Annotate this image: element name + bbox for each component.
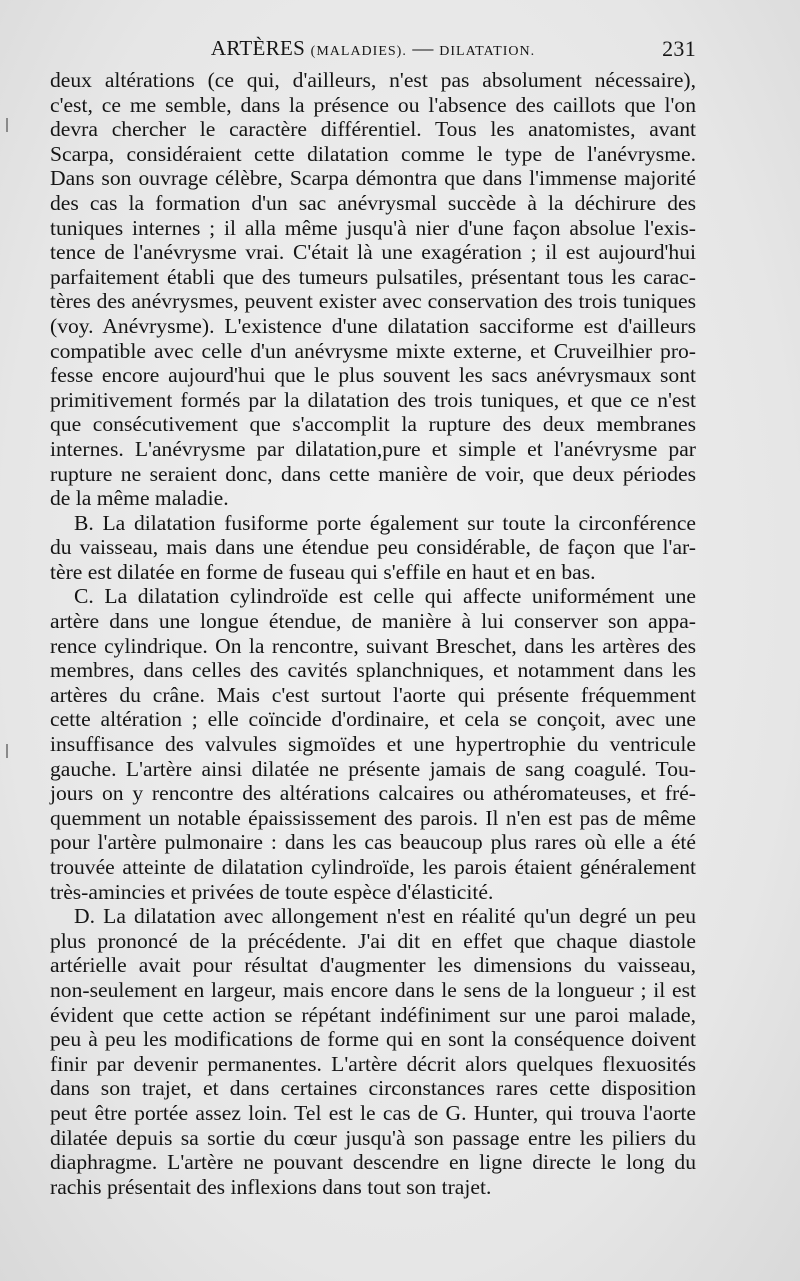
text-line: fesse encore aujourd'hui que le plus souvent les sacs anévrysmaux sont	[50, 363, 696, 388]
text-line: tère est dilatée en forme de fuseau qui s'effile en haut et en bas.	[50, 559, 596, 584]
text-line: du vaisseau, mais dans une étendue peu considérable, de façon que l'ar-	[50, 535, 696, 560]
text-line: rachis présentait des inflexions dans tout son trajet.	[50, 1174, 492, 1199]
text-line: parfaitement établi que des tumeurs pulsatiles, présentant tous les carac-	[50, 264, 696, 289]
text-line: primitivement formés par la dilatation des trois tuniques, et que ce n'est	[50, 387, 696, 412]
text-line: artères du crâne. Mais c'est surtout l'aorte qui présente fréquemment	[50, 682, 696, 707]
text-line: jours on y rencontre des altérations calcaires ou athéromateuses, et fré-	[50, 781, 696, 806]
page-header	[50, 36, 696, 64]
text-line: rence cylindrique. On la rencontre, suivant Breschet, dans les artères des	[50, 633, 696, 658]
paragraph-b-fusiform	[50, 511, 696, 585]
text-line: artérielle avait pour résultat d'augmenter les dimensions du vaisseau,	[50, 953, 696, 978]
text-line: compatible avec celle d'un anévrysme mixte externe, et Cruveilhier pro-	[50, 338, 696, 363]
text-line: B. La dilatation fusiforme porte également sur toute la circonférence	[74, 510, 696, 535]
text-line: devra chercher le caractère différentiel. Tous les anatomistes, avant	[50, 117, 696, 142]
text-line: peu à peu les modifications de forme qui en sont la conséquence doivent	[50, 1027, 696, 1052]
paragraph-continuation	[50, 68, 696, 511]
text-line: très-amincies et privées de toute espèce d'élasticité.	[50, 879, 494, 904]
text-line: c'est, ce me semble, dans la présence ou l'absence des caillots que l'on	[50, 92, 696, 117]
text-line: peut être portée assez loin. Tel est le cas de G. Hunter, qui trouva l'aorte	[50, 1100, 696, 1125]
margin-mark	[6, 744, 8, 758]
text-line: deux altérations (ce qui, d'ailleurs, n'est pas absolument nécessaire),	[50, 68, 696, 92]
text-line: D. La dilatation avec allongement n'est en réalité qu'un degré un peu	[74, 904, 696, 929]
running-head	[50, 36, 696, 61]
text-line: tères des anévrysmes, peuvent exister avec conservation des trois tuniques	[50, 289, 696, 314]
text-line: Dans son ouvrage célèbre, Scarpa démontra que dans l'immense majorité	[50, 166, 696, 191]
page-number: 231	[662, 36, 696, 61]
text-line: cette altération ; elle coïncide d'ordinaire, et cela se conçoit, avec une	[50, 707, 696, 732]
text-line: insuffisance des valvules sigmoïdes et une hypertrophie du ventricule	[50, 732, 696, 757]
text-line: finir par devenir permanentes. L'artère décrit alors quelques flexuosités	[50, 1051, 696, 1076]
text-line: que consécutivement que s'accomplit la rupture des deux membranes	[50, 412, 696, 437]
text-line: rupture ne seraient donc, dans cette manière de voir, que deux périodes	[50, 461, 696, 486]
running-head-main: ARTÈRES	[210, 36, 306, 60]
text-line: Scarpa, considéraient cette dilatation comme le type de l'anévrysme.	[50, 141, 696, 166]
text-line: internes. L'anévrysme par dilatation,pure et simple et l'anévrysme par	[50, 436, 696, 461]
margin-mark	[6, 118, 8, 132]
running-head-section: DILATATION.	[439, 44, 536, 59]
text-line: dilatée depuis sa sortie du cœur jusqu'à son passage entre les piliers du	[50, 1125, 696, 1150]
text-line: tence de l'anévrysme vrai. C'était là une exagération ; il est aujourd'hui	[50, 240, 696, 265]
text-line: artère dans une longue étendue, de manière à lui conserver son appa-	[50, 609, 696, 634]
paragraph-d-elongation	[50, 904, 696, 1199]
text-line: des cas la formation d'un sac anévrysmal succède à la déchirure des	[50, 190, 696, 215]
text-line: non-seulement en largeur, mais encore dans le sens de la longueur ; il est	[50, 977, 696, 1002]
running-head-dash: —	[412, 36, 434, 60]
paragraph-c-cylindroid	[50, 584, 696, 904]
text-line: gauche. L'artère ainsi dilatée ne présente jamais de sang coagulé. Tou-	[50, 756, 696, 781]
text-line: quemment un notable épaississement des parois. Il n'en est pas de même	[50, 805, 696, 830]
text-line: pour l'artère pulmonaire : dans les cas beaucoup plus rares où elle a été	[50, 830, 696, 855]
text-line: évident que cette action se répétant indéfiniment sur une paroi malade,	[50, 1002, 696, 1027]
text-line: plus prononcé de la précédente. J'ai dit en effet que chaque diastole	[50, 928, 696, 953]
body-text	[50, 68, 696, 1199]
text-line: dans son trajet, et dans certaines circonstances rares cette disposition	[50, 1076, 696, 1101]
text-line: (voy. Anévrysme). L'existence d'une dilatation sacciforme est d'ailleurs	[50, 313, 696, 338]
text-line: C. La dilatation cylindroïde est celle qui affecte uniformément une	[74, 584, 696, 609]
text-line: membres, dans celles des cavités splanchniques, et notamment dans les	[50, 658, 696, 683]
running-head-paren: (MALADIES).	[310, 44, 407, 59]
text-line: de la même maladie.	[50, 486, 229, 511]
text-line: diaphragme. L'artère ne pouvant descendre en ligne directe le long du	[50, 1150, 696, 1175]
text-line: trouvée atteinte de dilatation cylindroïde, les parois étaient généralement	[50, 855, 696, 879]
text-line: tuniques internes ; il alla même jusqu'à nier d'une façon absolue l'exis-	[50, 215, 696, 240]
